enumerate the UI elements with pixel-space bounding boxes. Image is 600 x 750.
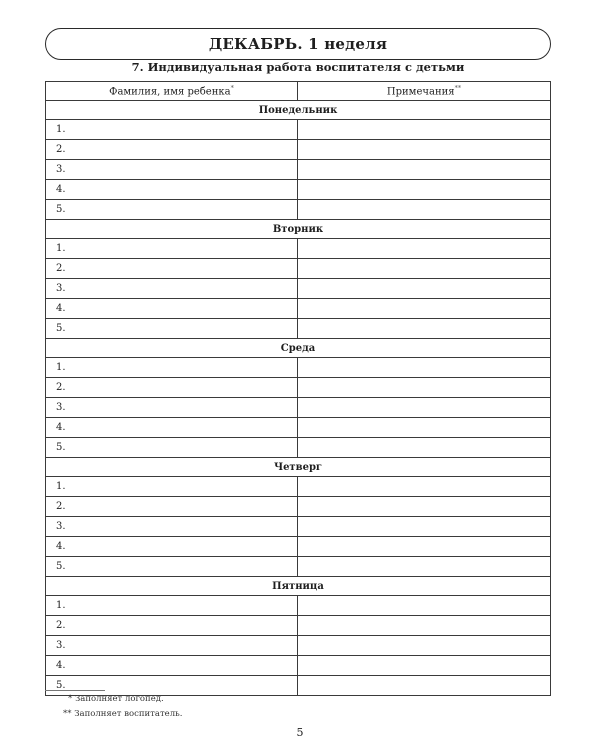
child-name-cell[interactable]: 1. [46, 477, 298, 497]
table-row [46, 676, 551, 696]
child-name-cell[interactable]: 2. [46, 140, 298, 160]
table-row [46, 557, 551, 577]
table-header-row [46, 82, 551, 101]
notes-cell[interactable] [298, 438, 551, 458]
notes-cell[interactable] [298, 200, 551, 220]
child-name-cell[interactable]: 1. [46, 120, 298, 140]
table-row [46, 656, 551, 676]
notes-cell[interactable] [298, 180, 551, 200]
page-header-band [45, 28, 551, 60]
child-name-cell[interactable]: 2. [46, 497, 298, 517]
page-number: 5 [296, 726, 304, 739]
child-name-cell[interactable]: 3. [46, 160, 298, 180]
notes-cell[interactable] [298, 239, 551, 259]
table-row [46, 438, 551, 458]
notes-cell[interactable] [298, 299, 551, 319]
child-name-cell[interactable]: 2. [46, 616, 298, 636]
table-body [46, 101, 551, 696]
table-row [46, 497, 551, 517]
child-name-cell[interactable]: 3. [46, 279, 298, 299]
table-row [46, 239, 551, 259]
day-label: Среда [46, 339, 551, 358]
table-row [46, 299, 551, 319]
day-label: Понедельник [46, 101, 551, 120]
column-header-notes-label: Примечания [386, 86, 455, 98]
notes-cell[interactable] [298, 279, 551, 299]
notes-cell[interactable] [298, 319, 551, 339]
child-name-cell[interactable]: 1. [46, 358, 298, 378]
footnote-speech-therapist: * Заполняет логопед. [68, 694, 164, 704]
child-name-cell[interactable]: 5. [46, 557, 298, 577]
notes-cell[interactable] [298, 656, 551, 676]
table-row [46, 477, 551, 497]
notes-cell[interactable] [298, 636, 551, 656]
child-name-cell[interactable]: 3. [46, 517, 298, 537]
column-header-child-name-label: Фамилия, имя ребенка [109, 86, 231, 98]
notes-cell[interactable] [298, 557, 551, 577]
notes-cell[interactable] [298, 358, 551, 378]
child-name-cell[interactable]: 4. [46, 180, 298, 200]
table-row [46, 398, 551, 418]
child-name-cell[interactable]: 1. [46, 596, 298, 616]
section-title: 7. Индивидуальная работа воспитателя с детьми [131, 60, 465, 74]
notes-cell[interactable] [298, 418, 551, 438]
notes-cell[interactable] [298, 676, 551, 696]
notes-cell[interactable] [298, 537, 551, 557]
footnote-marker-speech-therapist: * [230, 84, 234, 93]
table-row [46, 537, 551, 557]
table-row [46, 120, 551, 140]
work-table-container [45, 81, 550, 696]
page-title: ДЕКАБРЬ. 1 неделя [208, 35, 388, 53]
table-row [46, 180, 551, 200]
notes-cell[interactable] [298, 140, 551, 160]
child-name-cell[interactable]: 3. [46, 636, 298, 656]
table-row [46, 596, 551, 616]
notes-cell[interactable] [298, 596, 551, 616]
table-row [46, 259, 551, 279]
child-name-cell[interactable]: 4. [46, 656, 298, 676]
day-row [46, 101, 551, 120]
table-row [46, 358, 551, 378]
table-row [46, 636, 551, 656]
individual-work-table [45, 81, 551, 696]
day-label: Пятница [46, 577, 551, 596]
child-name-cell[interactable]: 3. [46, 398, 298, 418]
child-name-cell[interactable]: 2. [46, 378, 298, 398]
notes-cell[interactable] [298, 378, 551, 398]
table-row [46, 616, 551, 636]
table-row [46, 200, 551, 220]
day-row [46, 458, 551, 477]
day-row [46, 220, 551, 239]
child-name-cell[interactable]: 1. [46, 239, 298, 259]
notes-cell[interactable] [298, 160, 551, 180]
notes-cell[interactable] [298, 477, 551, 497]
child-name-cell[interactable]: 2. [46, 259, 298, 279]
column-header-notes [298, 82, 551, 101]
table-row [46, 378, 551, 398]
table-row [46, 160, 551, 180]
table-row [46, 279, 551, 299]
table-row [46, 319, 551, 339]
child-name-cell[interactable]: 5. [46, 676, 298, 696]
notes-cell[interactable] [298, 398, 551, 418]
notes-cell[interactable] [298, 616, 551, 636]
child-name-cell[interactable]: 4. [46, 418, 298, 438]
day-label: Четверг [46, 458, 551, 477]
footnote-marker-teacher: ** [454, 84, 462, 93]
table-row [46, 418, 551, 438]
column-header-child-name [46, 82, 298, 101]
child-name-cell[interactable]: 4. [46, 299, 298, 319]
child-name-cell[interactable]: 5. [46, 200, 298, 220]
notes-cell[interactable] [298, 120, 551, 140]
child-name-cell[interactable]: 5. [46, 438, 298, 458]
notes-cell[interactable] [298, 517, 551, 537]
notes-cell[interactable] [298, 497, 551, 517]
child-name-cell[interactable]: 5. [46, 319, 298, 339]
notes-cell[interactable] [298, 259, 551, 279]
table-row [46, 517, 551, 537]
table-row [46, 140, 551, 160]
day-row [46, 339, 551, 358]
child-name-cell[interactable]: 4. [46, 537, 298, 557]
day-label: Вторник [46, 220, 551, 239]
day-row [46, 577, 551, 596]
footnote-teacher: ** Заполняет воспитатель. [63, 709, 183, 719]
footnote-divider [45, 690, 105, 691]
